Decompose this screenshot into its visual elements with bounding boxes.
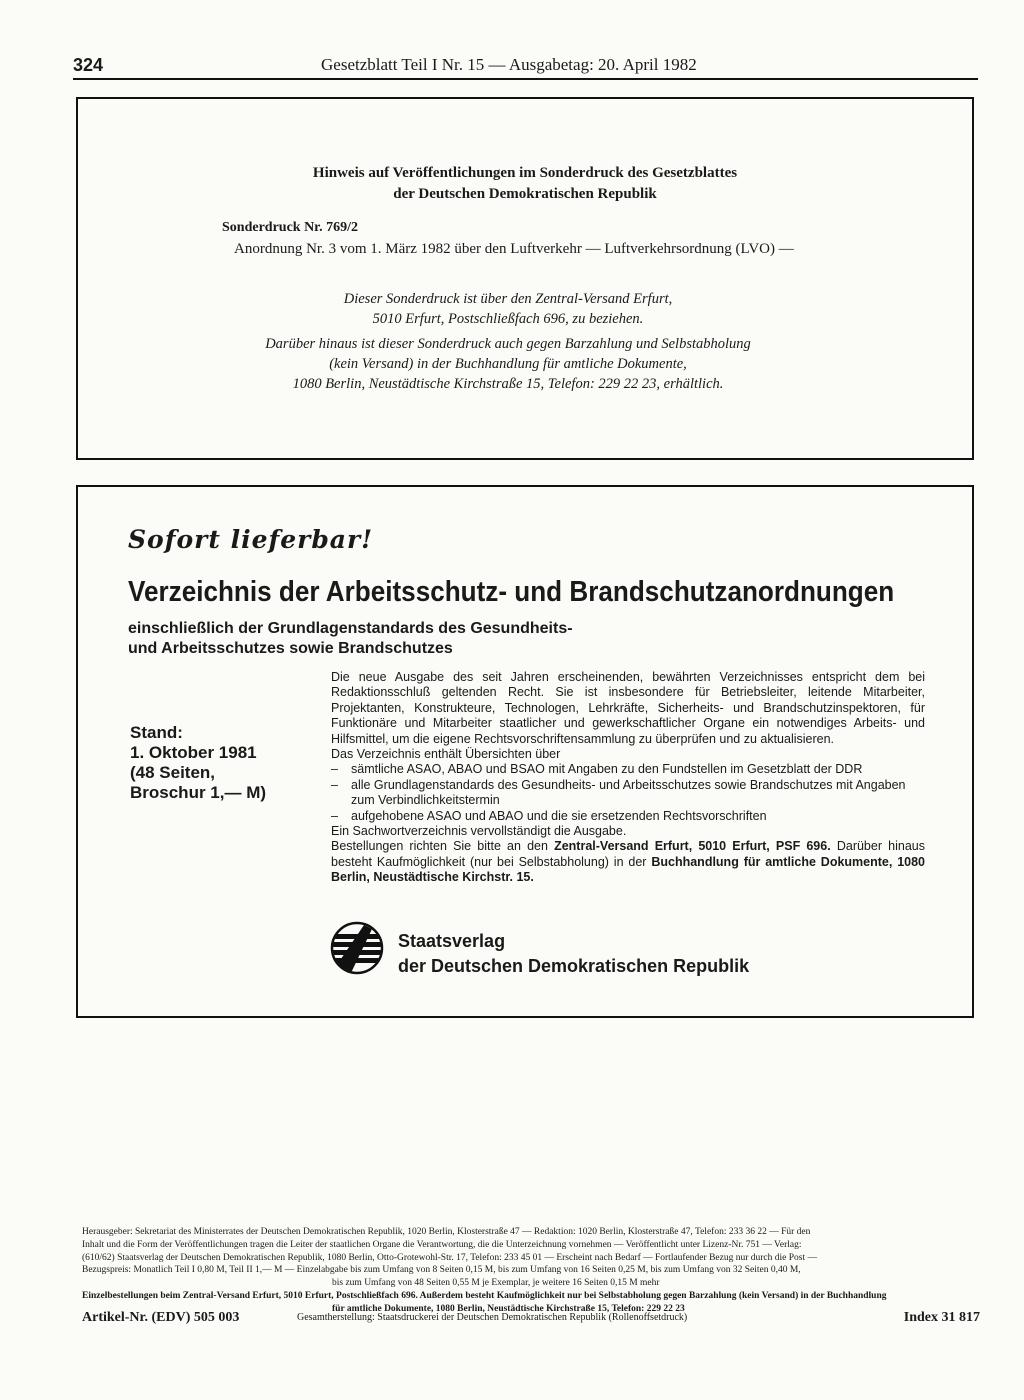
header-rule <box>73 78 978 80</box>
page-footer <box>82 1310 980 1330</box>
index-number: Index 31 817 <box>903 1310 980 1325</box>
druckerei-info: Gesamtherstellung: Staatsdruckerei der Deutschen Demokratischen Republik (Rollenoffsetdruck) <box>297 1312 688 1323</box>
artikel-number: Artikel-Nr. (EDV) 505 003 <box>82 1310 240 1325</box>
ad-intro: Die neue Ausgabe des seit Jahren erscheinenden, bewährten Verzeichnisses entspricht dem bei Redaktionsschluß geltenden Recht. Sie ist insbesondere für Betriebsleiter, leitende Mitarbeiter, Projektanten, Konstrukteure, Technologen, Lehrkräfte, Sicherheits- und Brandschutzinspektoren, für Funktionäre und Mitarbeiter staatlicher und gewerkschaftlicher Organe ein notwendiges Arbeits- und Hilfsmittel, um die eigene Rechtsvorschriftensammlung zu überprüfen und zu aktualisieren. <box>331 670 925 746</box>
staatsverlag-logo-icon <box>330 921 384 975</box>
overview-intro: Das Verzeichnis enthält Übersichten über <box>331 747 561 762</box>
ad-subtitle: einschließlich der Grundlagenstandards des Gesundheits- und Arbeitsschutzes sowie Brandschutzes <box>128 620 573 657</box>
advertisement-box <box>76 485 974 1018</box>
running-head: Gesetzblatt Teil I Nr. 15 — Ausgabetag: 20. April 1982 <box>321 55 697 74</box>
ad-title: Verzeichnis der Arbeitsschutz- und Brandschutzanordnungen <box>128 576 895 608</box>
notice-title: Hinweis auf Veröffentlichungen im Sonderdruck des Gesetzblattes der Deutschen Demokratischen Republik <box>312 165 738 202</box>
anordnung-text: Anordnung Nr. 3 vom 1. März 1982 über den Luftverkehr — Luftverkehrsordnung (LVO) — <box>234 241 794 257</box>
bezug-info-alternative: Darüber hinaus ist dieser Sonderdruck auch gegen Barzahlung und Selbstabholung (kein Versand) in der Buchhandlung für amtliche Dokumente, 1080 Berlin, Neustädtische Kirchstraße 15, Telefon: 229 22 23, erhältlich. <box>265 336 751 392</box>
stand-info: Stand: 1. Oktober 1981 (48 Seiten, Broschur 1,— M) <box>130 723 267 802</box>
page-header <box>73 52 978 78</box>
page-number: 324 <box>73 55 104 75</box>
sonderdruck-notice-box <box>76 97 974 460</box>
sonderdruck-number: Sonderdruck Nr. 769/2 <box>222 220 359 235</box>
index-note: Ein Sachwortverzeichnis vervollständigt die Ausgabe. <box>331 824 627 839</box>
list-item: – sämtliche ASAO, ABAO und BSAO mit Angaben zu den Fundstellen im Gesetzblatt der DDR <box>331 762 863 777</box>
order-info: Bestellungen richten Sie bitte an den Zentral-Versand Erfurt, 5010 Erfurt, PSF 696. Darüber hinaus besteht Kaufmöglichkeit (nur bei Selbstabholung) in der Buchhandlung für amtliche Dokumente, 1080 Berlin, Neustädtische Kirchstr. 15. <box>331 839 925 885</box>
bezug-info: Dieser Sonderdruck ist über den Zentral-Versand Erfurt, 5010 Erfurt, Postschließfach 696, zu beziehen. <box>343 291 673 327</box>
publisher-name: Staatsverlag der Deutschen Demokratischen Republik <box>398 931 750 976</box>
list-item: – aufgehobene ASAO und ABAO und die sie ersetzenden Rechtsvorschriften <box>331 808 767 823</box>
impressum: Herausgeber: Sekretariat des Ministerrates der Deutschen Demokratischen Republik, 1020 Berlin, Klosterstraße 47 — Redaktion: 1020 Berlin, Klosterstraße 47, Telefon: 233 36 22 — Für den Inhalt und die Form der Veröffentlichungen tragen die Leiter der staatlichen Organe die Verantwortung, die die Unterzeichnung vornehmen — Veröffentlicht unter Lizenz-Nr. 751 — Verlag: (610/62) Staatsverlag der Deutschen Demokratischen Republik, 1080 Berlin, Otto-Grotewohl-Str. 17, Telefon: 233 45 01 — Erscheint nach Bedarf — Fortlaufender Bezug nur durch die Post — Bezugspreis: Monatlich Teil I 0,80 M, Teil II 1,— M — Einzelabgabe bis zum Umfang von 8 Seiten 0,15 M, bis zum Umfang von 16 Seiten 0,25 M, bis zum Umfang von 32 Seiten 0,40 M, bis zum Umfang von 48 Seiten 0,55 M je Exemplar, je weitere 16 Seiten 0,15 M mehr Einzelbestellungen beim Zentral-Versand Erfurt, 5010 Erfurt, Postschließfach 696. Außerdem besteht Kaufmöglichkeit nur bei Selbstabholung gegen Barzahlung (kein Versand) in der Buchhandlung für amtliche Dokumente, 1080 Berlin, Neustädtische Kirchstraße 15, Telefon: 229 22 23 <box>82 1227 887 1314</box>
list-item: – alle Grundlagenstandards des Gesundheits- und Arbeitsschutzes sowie Brandschutzes mit Angaben zum Verbindlichkeitstermin <box>331 777 906 808</box>
overview-list <box>331 762 925 824</box>
ad-body <box>331 670 925 886</box>
ad-tagline: Sofort lieferbar! <box>128 525 374 554</box>
